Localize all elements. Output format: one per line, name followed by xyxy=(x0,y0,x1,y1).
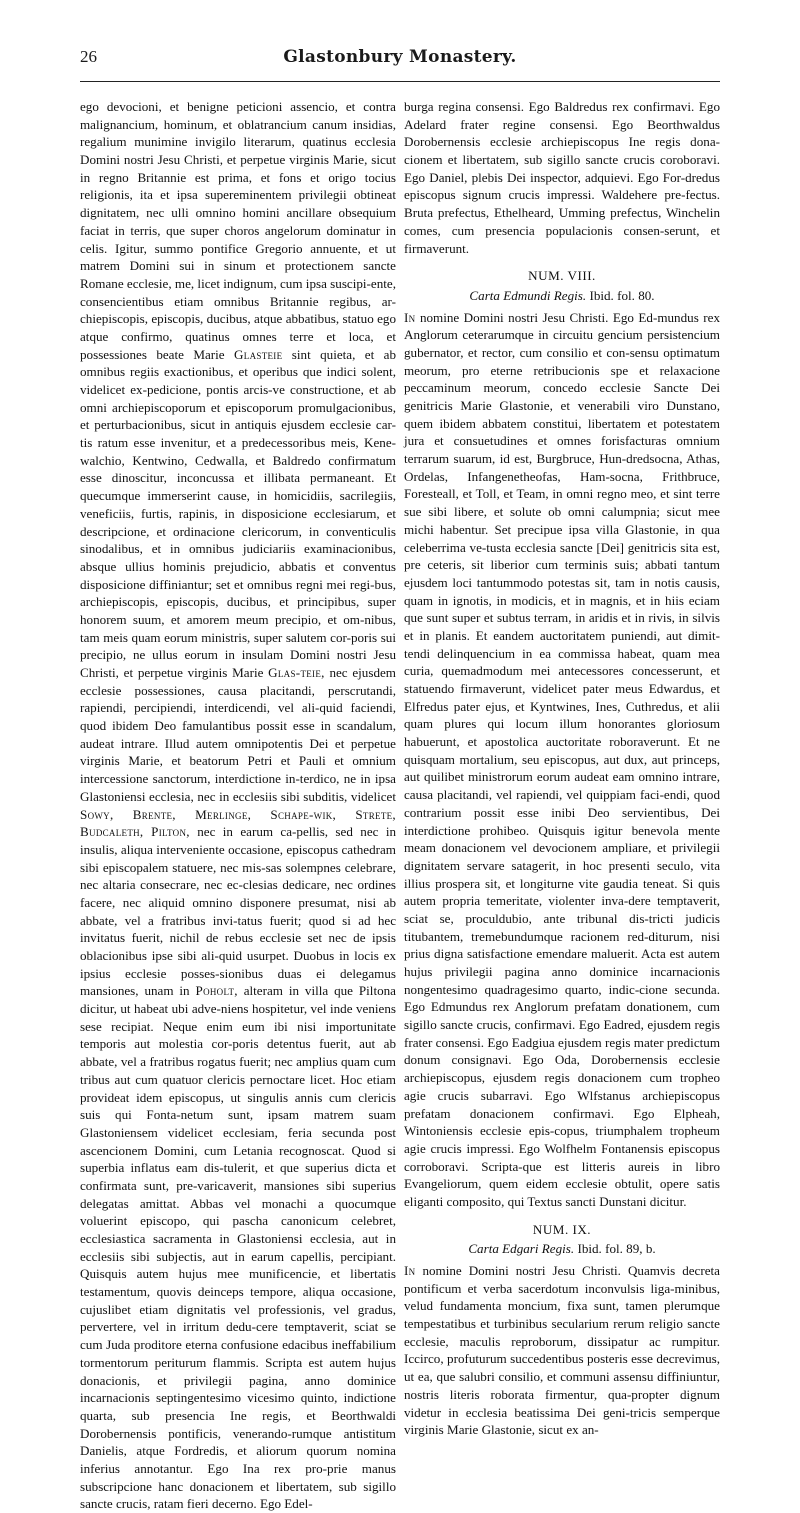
charter-edgar-text: In nomine Domini nostri Jesu Christi. Quamvis decreta pontificum et verba sacerdotum inconvulsis liga-minibus, velud fundamenta moncium, fixa sunt, tamen plerumque tempestatibus et turbinibus secularium rerum religio sancte ecclesie, maculis reproborum, dissipatur ac rumpitur. Iccirco, profuturum succedentibus posteris esse decrevimus, ut ea, que salubri consilio, et communi assensu diffiniuntur, nostris literis roborata firmentur, qua-propter dignum videtur in ecclesia beatissima Dei geni-tricis semperque virginis Marie Glastonie, sicut ex an- xyxy=(404,1263,720,1438)
charter-edmund-text: In nomine Domini nostri Jesu Christi. Ego Ed-mundus rex Anglorum ceterarumque in circuitu gencium persistencium gubernator, et rector, cum consilio et con-sensu optimatum meorum, pro eterne retribucionis spe et relaxacione peccaminum meorum, concedo ecclesie Sancte Dei genitricis Marie Glastonie, et venerabili viro Dunstano, quem ibidem abbatem constitui, libertatem et potestatem jura et consuetudines et omnes forisfacturas omnium terrarum suarum, id est, Burgbruce, Hun-dredsocna, Athas, Ordelas, Infangenetheofas, Ham-socna, Frithbruce, Foresteall, et Toll, et Team, in omni regno meo, et sint terre sue sibi libere, et solute ob omni calumpnia; sicut mee michi habentur. Set precipue ipsa villa Glastonie, in qua celeberrima ve-tusta ecclesia sancte [Dei] genitricis sita est, pre ceteris, sit liberior cum terminis suis; abbati tantum ejusdem loci tantummodo potestas sit, tam in notis causis, quam in ignotis, in modicis, et in magnis, et in hiis eciam que sunt super et subtus terram, in aridis et in rivis, in silvis et in planis. Et eandem auctoritatem puniendi, aut dimit-tendi delinquencium in ea commissa habeat, quam mea curia, quemadmodum mei antecessores concesserunt, et statuendo firmaverunt, videlicet pater meus Edwardus, et Elfredus pater ejus, et Kyntwines, Ines, Cuthredus, et alii quam plures qui locum illum honorantes gloriosum habuerunt, et apostolica auctoritate roboraverunt. Et ne quisquam mortalium, seu episcopus, aut dux, aut princeps, aut quilibet ministrorum eorum audeat eam omnino intrare, causa placitandi, vel rapiendi, vel quippiam faci-endi, quod contrarium possit esse inibi Deo servientibus, Dei interdictione prohibeo. Quisquis igitur benevola mente meam donacionem vel devocionem ampliare, et privilegii dignitatem servare satagerit, in hoc presenti seculo, vita illius prospera sit, et longiturne vite gaudia teneat. Si quis autem propria temeritate, violenter inva-dere temptaverit, sciat se, proculdubio, ante tribunal dis-tricti judicis titubantem, tremebundumque racionem red-diturum, nisi prius digna satisfactione emendare maluerit. Acta est autem hujus privilegii pagina anno dominice incarnacionis nongentesimo quadragesimo quarto, indic-cione secunda. Ego Edmundus rex Anglorum prefatam donationem, cum sigillo sancte crucis, confirmavi. Ego Eadred, ejusdem regis frater consensi. Ego Eadgiua ejusdem regis mater predictum donum consignavi. Ego Oda, Dorobernensis ecclesie archiepiscopus, ejusdem regis donacionem cum tropheo agie crucis subarravi. Ego Wlfstanus archiepiscopus prefatam donacionem confirmavi. Ego Elpheah, Wintoniensis ecclesie epis-copus, triumphalem tropheum agie crucis impressi. Ego Wolfhelm Fontanensis episcopus corroboravi. Scripta-que est litteris aureis in libro Evangeliorum, quem eidem ecclesie obtulit, opere satis eliganti composito, qui Textus sancti Dunstani dicitur. xyxy=(404,309,720,1209)
section-number-8: NUM. VIII. xyxy=(528,268,596,284)
charter-title-edmund: Carta Edmundi Regis. Ibid. fol. 80. xyxy=(469,287,655,303)
charter-title-edgar: Carta Edgari Regis. Ibid. fol. 89, b. xyxy=(468,1241,656,1257)
left-column xyxy=(80,98,396,1513)
charter-signatories: burga regina consensi. Ego Baldredus rex confirmavi. Ego Adelard frater regine consensi. Ego Beorthwaldus Dorobernensis ecclesie archiepiscopus Ine regis dona-cionem et libertatem, sub sigillo sancte crucis coroboravi. Ego Daniel, plebis Dei inspector, adquievi. Ego For-dredus episcopus signum crucis impressi. Waldehere pre-fectus. Bruta prefectus, Ethelheard, Umming prefectus, Winchelin comes, cum presencia populacionis consen-serunt, et firmaverunt. xyxy=(404,99,720,256)
section-number-9: NUM. IX. xyxy=(532,1221,592,1237)
charter-text-continued: ego devocioni, et benigne peticioni assencio, et contra malignancium, hominum, et oblatrancium canum insidias, regalium munimine invigilo literarum, quatinus ecclesia Domini nostri Jesu Christi, et perpetue virginis Marie, sicut in regno Britannie est prima, et fons et origo tocius religionis, ita et ipsa supereminentem privilegii obtineat dignitatem, nec ulli omnino homini ancillare obsequium faciat in terris, que super choros angelorum dominatur in celis. Igitur, summo pontifice Gregorio annuente, et ut matrem Domini sui in sinum et protectionem sancte Romane ecclesie, me, licet indignum, cum ipsa suscipi-ente, consencientibus etiam omnibus Britannie regibus, ar-chiepiscopis, episcopis, ducibus, atque abbatibus, statuo ego atque confirmo, quatinus omnes terre et loca, et possessiones beate Marie Glasteie sint quieta, et ab omnibus regiis exactionibus, et operibus que indici solent, videlicet ex-pedicione, pontis arcis-ve constructione, et ab omni archiepiscoporum et episcoporum promulgacionibus, et perturbacionibus, sicut in antiquis ejusdem ecclesie car-tis ratum esse invenitur, et a predecessoribus meis, Kene-walchio, Kentwino, Cedwalla, et Baldredo confirmatum esse dinoscitur, inconcussa et illibata permaneant. Et quecumque immerserint cause, in homicidiis, sacrilegiis, veneficiis, furtis, rapinis, in disposicione ecclesiarum, et descripcione, et ordinacione clericorum, in conventiculis sinodalibus, et in omnibus judiciariis examinacionibus, absque ullius hominis prejudicio, abbatis et conventus disposicione diffiniantur; set et omnibus regni mei regi-bus, archiepiscopis, episcopis, ducibus, et principibus, super honorem suum, et amorem meum precipio, et om-nibus, tam meis quam eorum ministris, super salutem cor-poris sui precipio, ne ullus eorum in insulam Domini nostri Jesu Christi, et perpetue virginis Marie Glas-teie, nec ejusdem ecclesie possessiones, causa placitandi, perscrutandi, rapiendi, percipiendi, interdicendi, vel ali-quid faciendi, quod ibidem Deo famulantibus possit esse in scandalum, audeat intrare. Illud autem omnipotentis Dei et perpetue virginis Marie, et beatorum Petri et Pauli et omnium intercessione sanctorum, interdictione in-terdico, ne in ipsa Glastoniensi ecclesia, nec in ecclesiis sibi subditis, videlicet Sowy, Brente, Merlinge, Schape-wik, Strete, Budcaleth, Pilton, nec in earum ca-pellis, sed nec in insulis, aliqua interveniente occasione, episcopus cathedram sibi episcopalem statuere, nec mis-sas solempnes celebrare, nec altaria consecrare, nec ec-clesias dedicare, nec ordines facere, nec aliquid omnino disponere presumat, nisi ab abbate, vel a fratribus invi-tatus fuerit; quod si ad hec invitatus fuerit, nichil de rebus ecclesie set nec de ipsis oblacionibus ipse sibi ali-quid usurpet. Duobus in locis ex ipsius ecclesie posses-sionibus duas ei delegamus mansiones, unam in Poholt, alteram in villa que Piltona dicitur, ut habeat ubi adve-niens hospitetur, vel inde veniens sese recipiat. Neque enim eum ibi nisi importunitate temporis aut molestia cor-poris detentus fuerit, aut ab abbate, vel a fratribus rogatus fuerit; nec amplius quam cum tribus aut cum quatuor clericis pernoctare licet. Hoc etiam provideat idem episcopus, ut singulis annis cum clericis suis qui Fonta-netum sunt, ipsam matrem suam Glastoniensem videlicet ecclesiam, feria secunda post ascencionem Domini, cum Letania recognoscat. Quod si superbia inflatus eam dis-tulerit, et que superius dicta et confirmata sunt, pre-varicaverit, mansiones sibi superius delegatas amittat. Abbas vel monachi a quocumque voluerint episcopo, qui pascha canonicum celebret, ecclesiastica sacramenta in Glastoniensi ecclesia, aut in ecclesiis sibi subjectis, aut in earum capellis, percipiant. Quisquis autem hujus mee munificencie, et libertatis testamentum, quovis deinceps tempore, aliqua occasione, cujuslibet etiam dignitatis vel professionis, vel gradus, pervertere, vel in irritum dedu-cere temptaverit, sciat se cum Juda proditore eterna confusione edacibus ineffabilium tormentorum periturum flammis. Scripta est autem hujus donacionis, et privilegii pagina, anno dominice incarnacionis septingentesimo vicesimo quinto, indictione quarta, sub presencia Ine regis, et Beorthwaldi Dorobernensis pontificis, venerando-rumque antistitum Danielis, atque Fordredis, et aliorum quorum nomina inferius annotantur. Ego Ina rex pro-prie manus subscripcione hanc donacionem et libertatem, sub sigillo sancte crucis, ratam fieri decerno. Ego Edel- xyxy=(80,99,396,1512)
page-number: 26 xyxy=(80,47,97,66)
header-rule xyxy=(80,81,720,82)
place-name-glasteie-2: Glas-teie, xyxy=(268,665,325,680)
right-column xyxy=(404,98,720,1439)
place-name-poholt: Poholt, xyxy=(195,983,238,999)
running-title: Glastonbury Monastery. xyxy=(283,47,517,67)
place-names-churches: Sowy, Brente, Merlinge, Schape-wik, Strete, Budcaleth, Pilton, xyxy=(80,806,396,840)
place-name-glasteie: Glasteie xyxy=(234,346,283,362)
page-header xyxy=(80,47,720,73)
